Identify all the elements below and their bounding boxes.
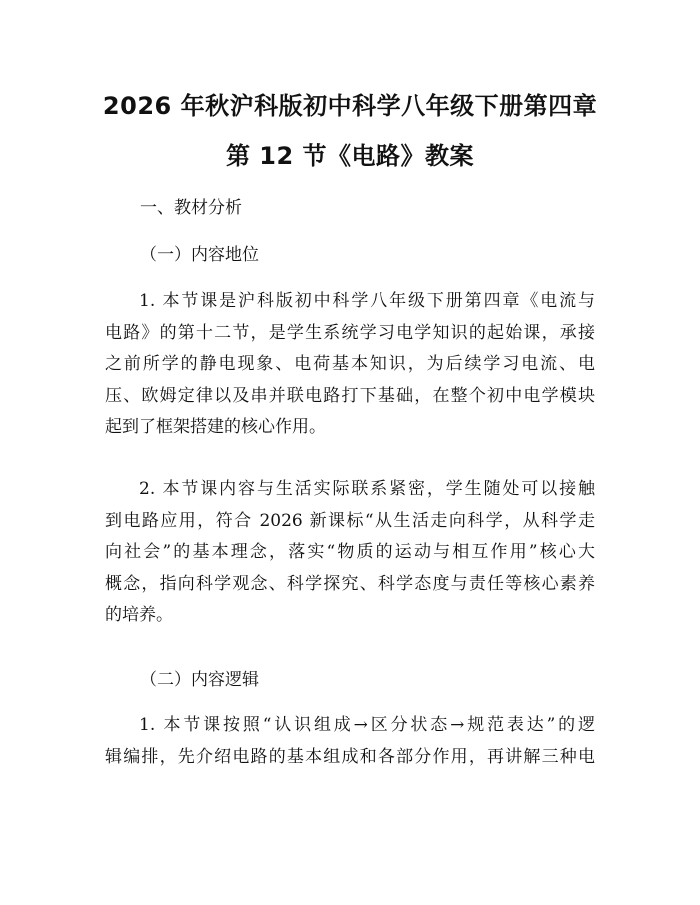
subsection-heading-content-logic: （二）内容逻辑 [140, 670, 259, 690]
document-title-line-2: 第 12 节《电路》教案 [225, 142, 475, 170]
paragraph-line: 压、欧姆定律以及串并联电路打下基础，在整个初中电学模块 [105, 385, 595, 406]
subsection-heading-content-position: （一）内容地位 [140, 245, 259, 265]
paragraph-line: 1. 本节课按照“认识组成→区分状态→规范表达”的逻 [139, 715, 595, 735]
section-heading-textbook-analysis: 一、教材分析 [140, 198, 242, 218]
paragraph-line: 到电路应用，符合 2026 新课标“从生活走向科学，从科学走 [105, 510, 595, 531]
paragraph-line: 2. 本节课内容与生活实际联系紧密，学生随处可以接触 [139, 479, 595, 499]
paragraph-line: 1. 本节课是沪科版初中科学八年级下册第四章《电流与 [139, 291, 595, 311]
paragraph-line: 向社会”的基本理念，落实“物质的运动与相互作用”核心大 [105, 542, 595, 562]
paragraph-line: 辑编排，先介绍电路的基本组成和各部分作用，再讲解三种电 [105, 746, 595, 767]
paragraph-line: 起到了框架搭建的核心作用。 [105, 417, 326, 437]
paragraph-line: 概念，指向科学观念、科学探究、科学态度与责任等核心素养 [105, 573, 595, 594]
paragraph-line: 电路》的第十二节，是学生系统学习电学知识的起始课，承接 [105, 322, 595, 343]
paragraph-content-position-1 [105, 286, 595, 444]
paragraph-content-logic-1 [105, 710, 595, 773]
document-title-line-1: 2026 年秋沪科版初中科学八年级下册第四章 [102, 92, 598, 120]
paragraph-line: 的培养。 [105, 605, 173, 625]
paragraph-content-position-2 [105, 474, 595, 632]
paragraph-line: 之前所学的静电现象、电荷基本知识，为后续学习电流、电 [105, 354, 595, 374]
